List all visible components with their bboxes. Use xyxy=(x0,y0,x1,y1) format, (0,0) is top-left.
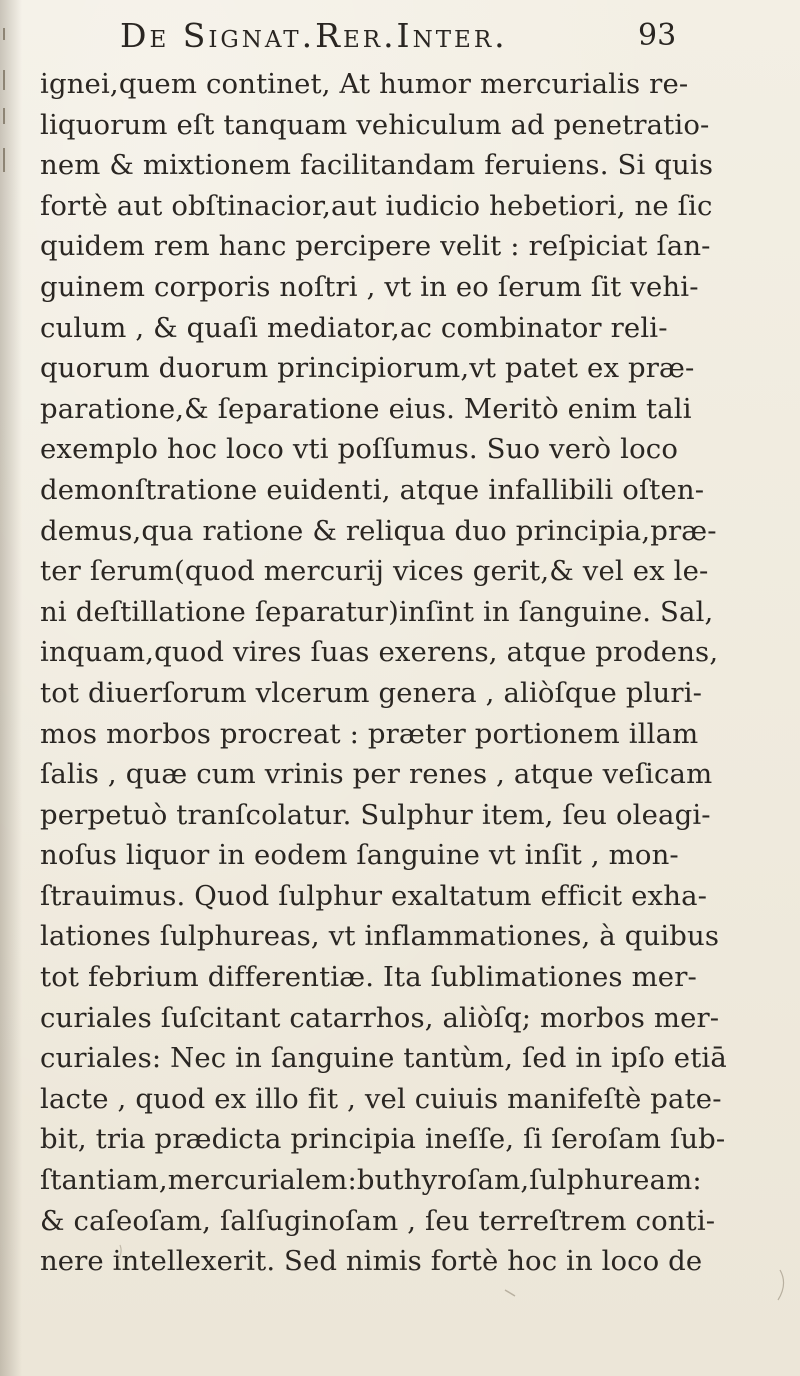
text-line: exemplo hoc loco vti poſſumus. Suo verò loco xyxy=(40,433,679,466)
text-line: nere intellexerit. Sed nimis fortè hoc in loco de xyxy=(40,1245,703,1278)
text-line: fortè aut obſtinacior,aut iudicio hebetiori, ne ſic xyxy=(40,189,713,222)
text-line: ſtantiam,mercurialem:buthyroſam,ſulphuream: xyxy=(40,1164,702,1197)
text-line: nem & mixtionem facilitandam feruiens. Si quis xyxy=(40,149,714,182)
text-line: ter ſerum(quod mercurij vices gerit,& vel ex le- xyxy=(40,555,709,588)
text-line: guinem corporis noſtri , vt in eo ſerum ſit vehi- xyxy=(40,270,699,303)
text-line: culum , & quaſi mediator,ac combinator reli- xyxy=(40,311,668,344)
text-line: mos morbos procreat : præter portionem illam xyxy=(40,717,699,750)
text-line: liquorum eſt tanquam vehiculum ad penetratio- xyxy=(40,108,710,141)
text-line: ni deſtillatione ſeparatur)inſint in ſanguine. Sal, xyxy=(40,595,714,628)
text-line: noſus liquor in eodem ſanguine vt inſit , mon- xyxy=(40,839,679,872)
text-line: quorum duorum principiorum,vt patet ex præ- xyxy=(40,352,695,385)
text-line: inquam,quod vires ſuas exerens, atque prodens, xyxy=(40,636,719,669)
text-line: & caſeoſam, ſalſuginoſam , ſeu terreſtrem conti- xyxy=(40,1204,716,1237)
text-line: lationes ſulphureas, vt inflammationes, à quibus xyxy=(40,920,720,953)
text-line: demonſtratione euidenti, atque infallibili oſten- xyxy=(40,473,705,506)
text-line: quidem rem hanc percipere velit : reſpiciat ſan- xyxy=(40,230,711,263)
text-line: ſalis , quæ cum vrinis per renes , atque veſicam xyxy=(40,758,713,791)
text-line: bit, tria prædicta principia ineſſe, ſi ſeroſam ſub- xyxy=(40,1123,726,1156)
text-line: curiales: Nec in ſanguine tantùm, ſed in ipſo etiā xyxy=(40,1042,727,1075)
text-line: curiales ſuſcitant catarrhos, aliòſq; morbos mer- xyxy=(40,1001,720,1034)
text-line: paratione,& ſeparatione eius. Meritò enim tali xyxy=(40,392,692,425)
text-line: tot febrium differentiæ. Ita ſublimationes mer- xyxy=(40,961,697,994)
text-line: lacte , quod ex illo fit , vel cuiuis manifeſtè pate- xyxy=(40,1082,722,1115)
text-line: perpetuò tranſcolatur. Sulphur item, ſeu oleagi- xyxy=(40,798,711,831)
text-line: tot diuerſorum vlcerum genera , aliòſque pluri- xyxy=(40,676,703,709)
running-title: De Signat.Rer.Inter. xyxy=(120,16,508,55)
text-line: demus,qua ratione & reliqua duo principia,præ- xyxy=(40,514,717,547)
text-line: ignei,quem continet, At humor mercurialis re- xyxy=(40,68,689,100)
page-number: 93 xyxy=(638,18,677,53)
text-line: ſtrauimus. Quod ſulphur exaltatum efficit exha- xyxy=(40,879,708,912)
